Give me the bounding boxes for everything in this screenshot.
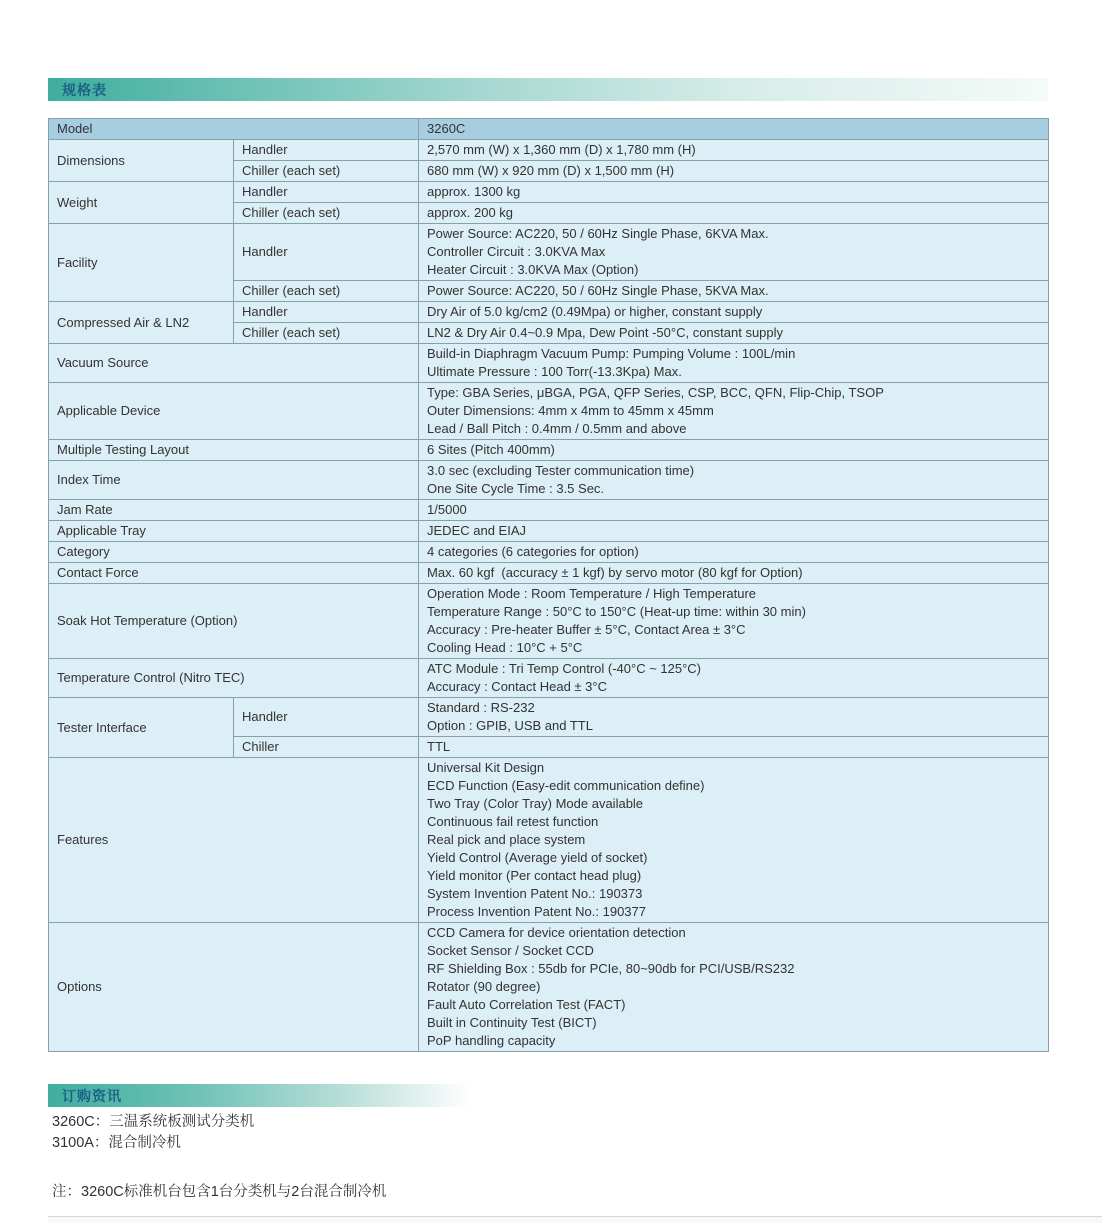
table-row bbox=[49, 698, 1049, 737]
order-section-title: 订购资讯 bbox=[62, 1087, 122, 1104]
table-row bbox=[49, 344, 1049, 383]
value-cell bbox=[419, 563, 1049, 584]
row-label-cell: Vacuum Source bbox=[49, 344, 419, 383]
cell-line: ATC Module : Tri Temp Control (-40°C ~ 125°C) bbox=[427, 661, 701, 676]
cell-line: System Invention Patent No.: 190373 bbox=[427, 886, 643, 901]
spec-table bbox=[48, 118, 1049, 1052]
row-label-cell: Contact Force bbox=[49, 563, 419, 584]
cell-line: Outer Dimensions: 4mm x 4mm to 45mm x 45mm bbox=[427, 403, 714, 418]
table-row bbox=[49, 440, 1049, 461]
cell-line: Max. 60 kgf (accuracy ± 1 kgf) by servo motor (80 kgf for Option) bbox=[427, 565, 803, 580]
value-cell bbox=[419, 659, 1049, 698]
row-label-cell: Compressed Air & LN2 bbox=[49, 302, 234, 344]
cell-line: Built in Continuity Test (BICT) bbox=[427, 1015, 597, 1030]
value-cell bbox=[419, 923, 1049, 1052]
value-cell bbox=[419, 383, 1049, 440]
order-line: 3260C：三温系统板测试分类机 bbox=[52, 1114, 255, 1130]
cell-line: Heater Circuit : 3.0KVA Max (Option) bbox=[427, 262, 639, 277]
value-cell bbox=[419, 461, 1049, 500]
cell-line: Lead / Ball Pitch : 0.4mm / 0.5mm and above bbox=[427, 421, 687, 436]
cell-line: PoP handling capacity bbox=[427, 1033, 556, 1048]
row-label-cell: Weight bbox=[49, 182, 234, 224]
cell-line: Dry Air of 5.0 kg/cm2 (0.49Mpa) or higher, constant supply bbox=[427, 304, 763, 319]
value-cell bbox=[419, 323, 1049, 344]
cell-line: Fault Auto Correlation Test (FACT) bbox=[427, 997, 626, 1012]
row-label-cell: Applicable Device bbox=[49, 383, 419, 440]
value-cell bbox=[419, 521, 1049, 542]
cell-line: Rotator (90 degree) bbox=[427, 979, 541, 994]
table-row bbox=[49, 923, 1049, 1052]
spec-table-body bbox=[49, 119, 1049, 1052]
footer-strip bbox=[48, 1216, 1102, 1223]
value-cell bbox=[419, 542, 1049, 563]
row-label-cell: Facility bbox=[49, 224, 234, 302]
sub-label-cell: Chiller (each set) bbox=[234, 161, 419, 182]
spec-section-band bbox=[48, 78, 1048, 101]
cell-line: Accuracy : Contact Head ± 3°C bbox=[427, 679, 607, 694]
cell-line: Controller Circuit : 3.0KVA Max bbox=[427, 244, 606, 259]
cell-line: Continuous fail retest function bbox=[427, 814, 599, 829]
sub-label-cell: Handler bbox=[234, 224, 419, 281]
table-row bbox=[49, 659, 1049, 698]
value-cell bbox=[419, 182, 1049, 203]
cell-line: One Site Cycle Time : 3.5 Sec. bbox=[427, 481, 605, 496]
cell-line: Operation Mode : Room Temperature / High Temperature bbox=[427, 586, 757, 601]
cell-line: Yield Control (Average yield of socket) bbox=[427, 850, 648, 865]
cell-line: Temperature Range : 50°C to 150°C (Heat-up time: within 30 min) bbox=[427, 604, 806, 619]
order-info bbox=[52, 1112, 254, 1154]
value-cell bbox=[419, 302, 1049, 323]
row-label-cell: Tester Interface bbox=[49, 698, 234, 758]
sub-label-cell: Chiller (each set) bbox=[234, 281, 419, 302]
cell-line: JEDEC and EIAJ bbox=[427, 523, 527, 538]
cell-line: Universal Kit Design bbox=[427, 760, 545, 775]
cell-line: 4 categories (6 categories for option) bbox=[427, 544, 639, 559]
sub-label-cell: Handler bbox=[234, 302, 419, 323]
value-cell bbox=[419, 440, 1049, 461]
value-cell bbox=[419, 281, 1049, 302]
cell-line: TTL bbox=[427, 739, 451, 754]
cell-line: Type: GBA Series, μBGA, PGA, QFP Series, CSP, BCC, QFN, Flip-Chip, TSOP bbox=[427, 385, 884, 400]
cell-line: 3.0 sec (excluding Tester communication time) bbox=[427, 463, 695, 478]
table-row bbox=[49, 542, 1049, 563]
cell-line: Two Tray (Color Tray) Mode available bbox=[427, 796, 644, 811]
order-section-band bbox=[48, 1084, 472, 1107]
cell-line: Process Invention Patent No.: 190377 bbox=[427, 904, 646, 919]
cell-line: CCD Camera for device orientation detection bbox=[427, 925, 686, 940]
row-label-cell: Jam Rate bbox=[49, 500, 419, 521]
value-cell bbox=[419, 737, 1049, 758]
order-note: 注：3260C标准机台包含1台分类机与2台混合制冷机 bbox=[52, 1184, 387, 1200]
table-row bbox=[49, 521, 1049, 542]
table-row bbox=[49, 302, 1049, 323]
cell-line: Ultimate Pressure : 100 Torr(-13.3Kpa) Max. bbox=[427, 364, 682, 379]
row-label-cell: Options bbox=[49, 923, 419, 1052]
row-label-cell: Soak Hot Temperature (Option) bbox=[49, 584, 419, 659]
value-cell bbox=[419, 584, 1049, 659]
cell-line: Socket Sensor / Socket CCD bbox=[427, 943, 594, 958]
cell-line: 6 Sites (Pitch 400mm) bbox=[427, 442, 555, 457]
row-label-cell: Index Time bbox=[49, 461, 419, 500]
cell-line: approx. 1300 kg bbox=[427, 184, 521, 199]
value-cell bbox=[419, 344, 1049, 383]
cell-line: ECD Function (Easy-edit communication define) bbox=[427, 778, 705, 793]
cell-line: Yield monitor (Per contact head plug) bbox=[427, 868, 642, 883]
cell-line: Option : GPIB, USB and TTL bbox=[427, 718, 593, 733]
value-cell bbox=[419, 203, 1049, 224]
table-row bbox=[49, 584, 1049, 659]
cell-line: Build-in Diaphragm Vacuum Pump: Pumping Volume : 100L/min bbox=[427, 346, 796, 361]
value-cell bbox=[419, 698, 1049, 737]
row-label-cell: Temperature Control (Nitro TEC) bbox=[49, 659, 419, 698]
cell-line: Accuracy : Pre-heater Buffer ± 5°C, Contact Area ± 3°C bbox=[427, 622, 746, 637]
row-label-cell: Multiple Testing Layout bbox=[49, 440, 419, 461]
row-label-cell: Features bbox=[49, 758, 419, 923]
sub-label-cell: Chiller (each set) bbox=[234, 323, 419, 344]
table-row bbox=[49, 182, 1049, 203]
sub-label-cell: Handler bbox=[234, 698, 419, 737]
model-label-cell: Model bbox=[49, 119, 419, 140]
model-value-cell: 3260C bbox=[419, 119, 1049, 140]
sub-label-cell: Handler bbox=[234, 140, 419, 161]
table-row bbox=[49, 563, 1049, 584]
table-row bbox=[49, 140, 1049, 161]
cell-line: 1/5000 bbox=[427, 502, 467, 517]
order-line: 3100A：混合制冷机 bbox=[52, 1135, 181, 1151]
table-row bbox=[49, 500, 1049, 521]
table-row bbox=[49, 461, 1049, 500]
cell-line: 680 mm (W) x 920 mm (D) x 1,500 mm (H) bbox=[427, 163, 675, 178]
spec-section-title: 规格表 bbox=[62, 81, 107, 98]
table-row bbox=[49, 224, 1049, 281]
table-row bbox=[49, 383, 1049, 440]
cell-line: 2,570 mm (W) x 1,360 mm (D) x 1,780 mm (H) bbox=[427, 142, 696, 157]
cell-line: Standard : RS-232 bbox=[427, 700, 535, 715]
table-row bbox=[49, 758, 1049, 923]
model-row bbox=[49, 119, 1049, 140]
row-label-cell: Dimensions bbox=[49, 140, 234, 182]
cell-line: RF Shielding Box : 55db for PCIe, 80~90db for PCI/USB/RS232 bbox=[427, 961, 795, 976]
cell-line: Real pick and place system bbox=[427, 832, 586, 847]
cell-line: LN2 & Dry Air 0.4~0.9 Mpa, Dew Point -50°C, constant supply bbox=[427, 325, 784, 340]
sub-label-cell: Handler bbox=[234, 182, 419, 203]
sub-label-cell: Chiller (each set) bbox=[234, 203, 419, 224]
row-label-cell: Applicable Tray bbox=[49, 521, 419, 542]
value-cell bbox=[419, 758, 1049, 923]
value-cell bbox=[419, 500, 1049, 521]
sub-label-cell: Chiller bbox=[234, 737, 419, 758]
value-cell bbox=[419, 224, 1049, 281]
row-label-cell: Category bbox=[49, 542, 419, 563]
cell-line: approx. 200 kg bbox=[427, 205, 514, 220]
cell-line: Cooling Head : 10°C + 5°C bbox=[427, 640, 583, 655]
value-cell bbox=[419, 140, 1049, 161]
value-cell bbox=[419, 161, 1049, 182]
cell-line: Power Source: AC220, 50 / 60Hz Single Phase, 5KVA Max. bbox=[427, 283, 769, 298]
cell-line: Power Source: AC220, 50 / 60Hz Single Phase, 6KVA Max. bbox=[427, 226, 769, 241]
